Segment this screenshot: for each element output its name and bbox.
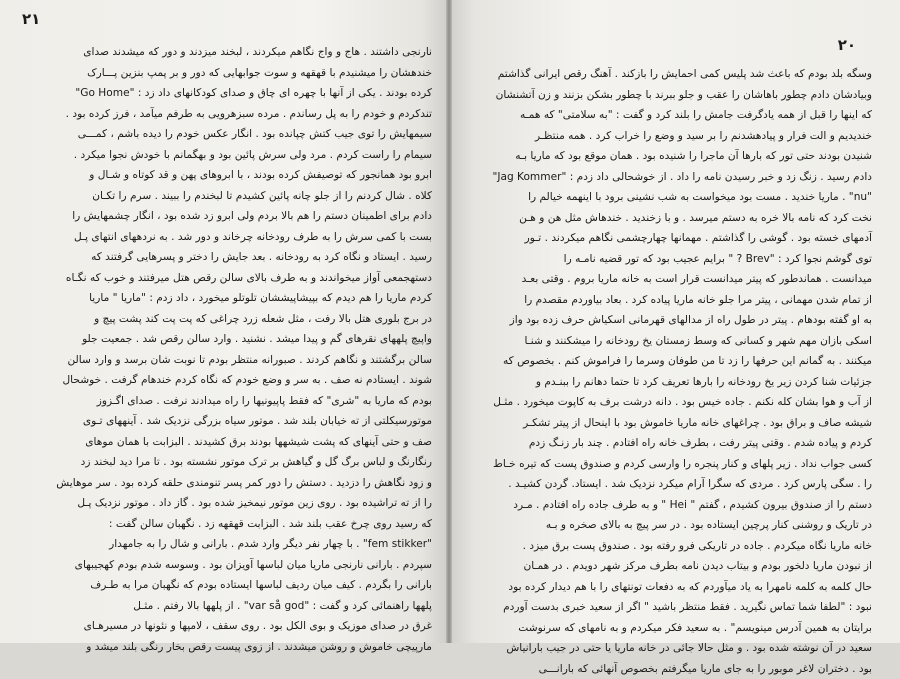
- text-line: از آب و هوا بشان کله نکنم . جاده خیس بود . دانه درشت برف به کاپوت میخورد . مثـل: [500, 392, 872, 413]
- text-line: نارنجی داشتند . هاج و واج نگاهم میکردند ، لبخند میزدند و دور که میشدند صدای: [22, 42, 432, 63]
- right-page: [448, 0, 900, 643]
- text-line: در تاریک و روشنی کنار پرچین ایستاده بود . در سر پیچ به بالای صخره و بـه: [500, 515, 872, 536]
- text-line: کردم و پیاده شدم . وقتی پیتر رفت ، بطرف خانه راه افتادم . چند بار زنـگ زدم: [500, 433, 872, 454]
- text-line: جزئیات شنا کردن زیر یخ رودخانه را بارها تعریف کرد تا حتما دهانم را ببنـدم و: [500, 372, 872, 393]
- text-line: رنگارنگ و لباس برگ گل و گیاهش بر ترک موتور نشسته بود . تا مرا دید لبخند زد: [22, 452, 432, 473]
- text-line: میدانست . هماندطور که پیتر میدانست قرار است به خانه ماریا بروم . وقتی بعـد: [500, 269, 872, 290]
- page-body: [500, 64, 872, 679]
- text-line: به او گفته بودهام . پیتر در طول راه از مدالهای قهرمانی اسکیاش حرف زده بود واز: [500, 310, 872, 331]
- text-line: وسگه بلد بودم که باعث شد پلیس کمی احمایش را بازکند . آهنگ رقص ایرانی گذاشتم: [500, 64, 872, 85]
- text-line: بودم که ماریا به "شری" که فقط پاپیونیها را راه میدادند نرفت . صدای اگـزوز: [22, 391, 432, 412]
- text-line: سپردم . بارانی نارنجی ماریا میان لباسها آویزان بود . وسوسه شدم بودم کهجیبهای: [22, 555, 432, 576]
- text-line: آدمهای خسته بود . گوشی را گذاشتم . مهمانها چهارچشمی نگاهم میکردند . تـور: [500, 228, 872, 249]
- text-line: بارانی را بگردم . کیف میان ردیف لباسها ایستاده بودم که نگهبان مرا به طـرف: [22, 575, 432, 596]
- text-line: رسید . ایستاد و نگاه کرد به رودخانه . بعد جایش را دختر و پسرهایی گرفتند که: [22, 247, 432, 268]
- text-line: کسی جواب نداد . زیر پلهای و کنار پنجره را وارسی کردم و صندوق پست که تیره خـاط: [500, 454, 872, 475]
- text-line: حال کلمه به کلمه نامهرا به یاد میآوردم که به دفعات تونتهای را با هم دیدار کرده بود: [500, 577, 872, 598]
- text-line: که رسید روی چرخ عقب بلند شد . البزابت قهقهه زد . نگهبان سالن گفت :: [22, 514, 432, 535]
- text-line: "fem stikker" . با چهار نفر دیگر وارد شدم . بارانی و شال را به جامهدار: [22, 534, 432, 555]
- page-body: [22, 42, 432, 657]
- text-line: شیشه صاف و براق بود . چراغهای خانه ماریا خاموش بود با اینحال از پیتر تشکـر: [500, 413, 872, 434]
- text-line: خانه ماریا نگاه میکردم . جاده در تاریکی فرو رفته بود . صندوق پست برق میزد .: [500, 536, 872, 557]
- text-line: دادم برای اطمینان دستم را هم بالا بردم ولی ابرو زد شده بود ، انگار چشمهایش را: [22, 206, 432, 227]
- text-line: میکنند . به گمانم این حرفها را زد تا من طوفان وسرما را فراموش کنم . بخصوص که: [500, 351, 872, 372]
- text-line: مارپیچی خاموش و روشن میشدند . از زوی پیست رقص بخار رنگی بلند میشد و: [22, 637, 432, 658]
- text-line: موتورسیکلتی از ته خیابان بلند شد . موتور سیاه بزرگی نزدیک شد . آینههای تـوی: [22, 411, 432, 432]
- text-line: که اینها را قبل از همه یادگرفت جامش را بلند کرد و گفت : "به سلامتی" که همـه: [500, 105, 872, 126]
- text-line: نبود : "لطفا شما تماس نگیرید . فقط منتظر باشید " اگر از سعید خبری بدست آوردم: [500, 597, 872, 618]
- text-line: دستم را از صندوق بیرون کشیدم ، گفتم " Hei " و به طرف جاده راه افتادم . مـرد: [500, 495, 872, 516]
- text-line: از نبودن ماریا دلخور بودم و بیتاب دیدن نامه بطرف مرکز شهر دویدم . در همـان: [500, 556, 872, 577]
- text-line: سیمهایش را توی جیب کتش چپانده بود . انگار عکس خودم را دیده باشم ، کمـــی: [22, 124, 432, 145]
- text-line: بست با کمی سرش را به طرف رودخانه چرخاند و دور شد . به نردههای انتهای پـل: [22, 227, 432, 248]
- text-line: خندیدیم و الت فرار و پیادهشدنم را بر سید و وضع را خراب کرد . همه منتظـر: [500, 126, 872, 147]
- text-line: برایتان به همین آدرس مینویسم" . به سعید فکر میکردم و به نامهای که سرنوشت: [500, 618, 872, 639]
- text-line: سیمام را راست کردم . مرد ولی سرش پائین بود و بهگمانم با خودش نجوا میکرد .: [22, 145, 432, 166]
- text-line: صف و حتی آینهای که پشت شیشهها بودند برق کشیدند . البزابت با همان موهای: [22, 432, 432, 453]
- text-line: شنیدن بودند حتی تور که بارها آن ماجرا را شنیده بود . همان موقع بود که ماریا بـه: [500, 146, 872, 167]
- text-line: را . سگی پارس کرد . مردی که سگرا آرام میکرد نزدیک شد . ایستاد. گردن کشیـد .: [500, 474, 872, 495]
- text-line: واپیچ پلههای نقرهای گم و پیدا میشد . نشنید . وارد سالن رقص شد . جمعیت جلو: [22, 329, 432, 350]
- text-line: پلهها راهنمائی کرد و گفت : "var så god" . از پلهها بالا رفتم . مثـل: [22, 596, 432, 617]
- left-page: [0, 0, 448, 643]
- text-line: کردم ماریا را هم دیدم که بپیشاپیششان تلوتلو میخورد ، داد زدم : "ماریا " ماریا: [22, 288, 432, 309]
- text-line: اسکی بازان مهم شهر و کسانی که وسط زمستان یخ رودخانه را میشکنند و شنـا: [500, 331, 872, 352]
- page-number: ۲۰: [838, 36, 856, 54]
- text-line: دستهجمعی آواز میخواندند و به طرف بالای سالن رقص هتل میرفتند و خوب که نگـاه: [22, 268, 432, 289]
- text-line: بود . دختران لاغر موبور را به جای ماریا میگرفتم بخصوص آنهائی که بارانـــی: [500, 659, 872, 679]
- page-number: ۲۱: [22, 10, 40, 28]
- text-line: در برج بلوری هتل بالا رفت ، مثل شعله زرد چراغی که پت پت کند پشت پیچ و: [22, 309, 432, 330]
- text-line: کرده بودند . یکی از آنها با چهره ای چاق و صدای کودکانهای داد زد : "Go Home": [22, 83, 432, 104]
- text-line: سعید در آن نوشته شده بود . و مثل حالا جائی در خانه ماریا یا حتی در جیب بارانیاش: [500, 638, 872, 659]
- text-line: از تمام شدن مهمانی ، پیتر مرا جلو خانه ماریا پیاده کرد . بعاد بیاوردم مقصدم را: [500, 290, 872, 311]
- book-gutter: [446, 0, 452, 643]
- text-line: خندهشان را میشنیدم با قهقهه و سوت جوابهایی که دور و بر پمپ بنزین پـــارک: [22, 63, 432, 84]
- text-line: وبیادشان دادم چطور باهاشان را عقب و جلو ببرند با چطور بشکن بزنند و زن آتشنشان: [500, 85, 872, 106]
- text-line: کلاه . شال کردنم را از جلو چانه پائین کشیدم تا لبخندم را ببیند . سرم را تکـان: [22, 186, 432, 207]
- text-line: دادم رسید . زنگ زد و خبر رسیدن نامه را داد . از خوشحالی داد زدم : "Jag Kommer": [500, 167, 872, 188]
- text-line: نخت کرد که نامه بالا خره به دستم میرسد . و با زخندید . خندهاش مثل هن و هـن: [500, 208, 872, 229]
- text-line: ابرو بود همانجور که توصیفش کرده بودند ، با ابروهای پهن و قد کوتاه و شـال و: [22, 165, 432, 186]
- text-line: توی گوشم نجوا کرد : "Brev ? " برایم عجیب بود که تور قضیه نامـه را: [500, 249, 872, 270]
- text-line: "nu" . ماریا خندید . مست بود میخواست به شب نشینی برود با اینهمه خیالم را: [500, 187, 872, 208]
- text-line: شوند . ایستادم نه صف . به سر و وضع خودم که نگاه کردم خندهام گرفت . خوشحال: [22, 370, 432, 391]
- text-line: سالن برگشتند و نگاهم کردند . صبورانه منتظر بودم تا نوبت شان برسد و وارد سالن: [22, 350, 432, 371]
- text-line: تندکردم و خودم را به پل رساندم . مرده سبزهرویی به طرفم میآمد ، فرز کرده بود .: [22, 104, 432, 125]
- text-line: را از ته تراشیده بود . روی زین موتور نیمخیز شده بود . گاز داد . موتور نزدیک پـل: [22, 493, 432, 514]
- text-line: غرق در صدای موزیک و بوی الکل بود . روی سقف ، لامپها و نئونها در مسیرهـای: [22, 616, 432, 637]
- text-line: و زود نگاهش را دزدید . دستش را دور کمر پسر تنومندی حلقه کرده بود . سر موهایش: [22, 473, 432, 494]
